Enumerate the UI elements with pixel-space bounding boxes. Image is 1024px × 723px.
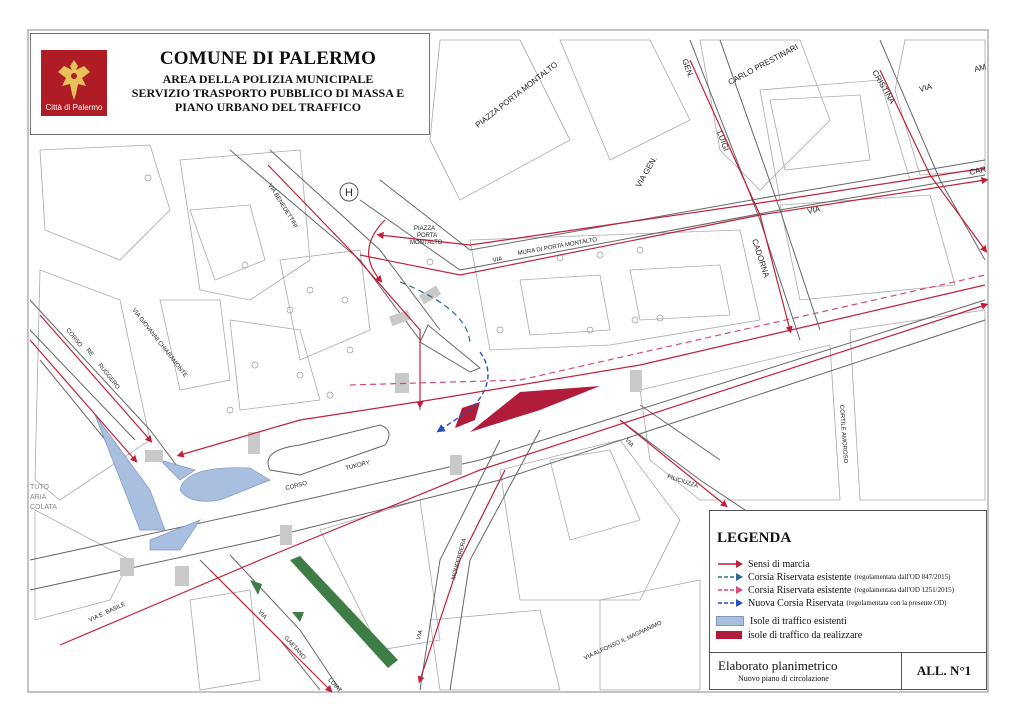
- label-alfonso: VIA ALFONSO IL MAGNANIMO: [583, 620, 664, 662]
- label-loiat: LOIAT: [326, 677, 343, 694]
- label-ruggero: RUGGERO: [96, 362, 121, 391]
- drawing-subtitle: Nuovo piano di circolazione: [738, 674, 829, 683]
- annex-number: ALL. N°1: [901, 653, 986, 689]
- blue-swatch: [716, 616, 744, 626]
- label-istituto-3: COLATA: [30, 504, 57, 511]
- legend-item-lane-847: [716, 571, 950, 583]
- new-islands: [455, 386, 600, 432]
- eagle-emblem-icon: [54, 56, 94, 102]
- label-corso-tukory-1: CORSO: [285, 480, 308, 492]
- label-carlo-prestinari: CARLO PRESTINARI: [726, 42, 800, 87]
- legend-label: Corsia Riservata esistente: [748, 571, 852, 583]
- city-logo: [41, 50, 107, 116]
- label-istituto-2: ARIA: [30, 494, 47, 501]
- label-am: AM: [973, 62, 988, 74]
- legend-title: LEGENDA: [717, 530, 792, 546]
- legend-item-existing-islands: [716, 615, 847, 627]
- legend-note: (regolamentata dall'OD 1251/2015): [854, 586, 954, 594]
- legend: [709, 510, 987, 690]
- label-piazza-3: MONTALTO: [410, 240, 443, 246]
- label-gen-top: GEN.: [680, 57, 696, 80]
- label-gaetano: GAETANO: [282, 635, 307, 661]
- legend-label: Sensi di marcia: [748, 558, 810, 570]
- label-luigi: LUIGI: [715, 129, 731, 153]
- legend-label: Nuova Corsia Riservata: [748, 597, 844, 609]
- label-cortile-amoroso: CORTILE AMOROSO: [838, 404, 849, 464]
- label-istituto-1: TUTO: [30, 484, 49, 491]
- logo-caption: Città di Palermo: [45, 103, 103, 112]
- label-cadorna: CADORNA: [750, 237, 772, 279]
- legend-note: (regolamentata dall'OD 847/2015): [854, 573, 951, 581]
- legend-footer: [710, 652, 986, 689]
- label-monferrera: MONFERRERA: [451, 537, 468, 581]
- header-line-1: AREA DELLA POLIZIA MUNICIPALE: [162, 72, 374, 86]
- greenery: [250, 556, 398, 668]
- label-via-e-basile: VIA E. BASILE: [88, 601, 127, 624]
- legend-label: Isole di traffico esistenti: [750, 615, 847, 627]
- central-island: [268, 425, 389, 475]
- red-arrow-icon: [716, 558, 744, 570]
- label-car: CAR: [968, 164, 987, 177]
- title-block: [30, 33, 430, 135]
- label-piazza-2: PORTA: [417, 233, 438, 239]
- label-via-gen: VIA GEN.: [633, 154, 659, 189]
- existing-islands: [95, 415, 270, 550]
- legend-label: isole di traffico da realizzare: [748, 629, 863, 641]
- pink-dashed-arrow-icon: [716, 584, 744, 596]
- label-filiciuzza: FILICIUZZA: [666, 474, 699, 490]
- label-re: RE: [84, 347, 95, 358]
- label-via-mura: VIA: [492, 256, 503, 264]
- svg-text:H: H: [345, 187, 353, 199]
- legend-item-new-islands: [716, 629, 862, 641]
- legend-label: Corsia Riservata esistente: [748, 584, 852, 596]
- legend-item-direction: [716, 558, 810, 570]
- blue-dashed-arrow-icon: [716, 597, 744, 609]
- drawing-title: Elaborato planimetrico: [718, 658, 838, 673]
- legend-item-lane-1251: [716, 584, 954, 596]
- page-title: COMUNE DI PALERMO: [159, 48, 377, 69]
- legend-note: (regolamentata con la presente OD): [846, 599, 947, 607]
- label-cristina: CRISTINA: [870, 68, 897, 106]
- label-via-lower: VIA: [416, 629, 425, 641]
- label-via-right: VIA: [806, 204, 822, 216]
- label-via-filiciuzza: VIA: [623, 437, 635, 449]
- red-swatch: [716, 631, 742, 639]
- triangle-island: [420, 325, 480, 372]
- label-piazza-1: PIAZZA: [414, 226, 436, 232]
- label-benedettini: VIA BENEDETTINI: [266, 182, 299, 230]
- label-via-top: VIA: [918, 81, 933, 94]
- header-line-3: PIANO URBANO DEL TRAFFICO: [174, 100, 362, 114]
- label-via-gaetano: VIA: [256, 609, 268, 621]
- label-corso: CORSO: [64, 327, 83, 349]
- label-piazza-porta-montalto: PIAZZA PORTA MONTALTO: [473, 59, 560, 130]
- label-corso-tukory-2: TUKORY: [345, 460, 371, 472]
- header-line-2: SERVIZIO TRASPORTO PUBBLICO DI MASSA E: [131, 86, 405, 100]
- label-mura-porta-montalto: MURA DI PORTA MONTALTO: [517, 237, 598, 257]
- label-chiaramonte: VIA GIOVANNI CHIARAMONTE: [130, 307, 189, 379]
- teal-dashed-arrow-icon: [716, 571, 744, 583]
- legend-item-new-lane: [716, 597, 946, 609]
